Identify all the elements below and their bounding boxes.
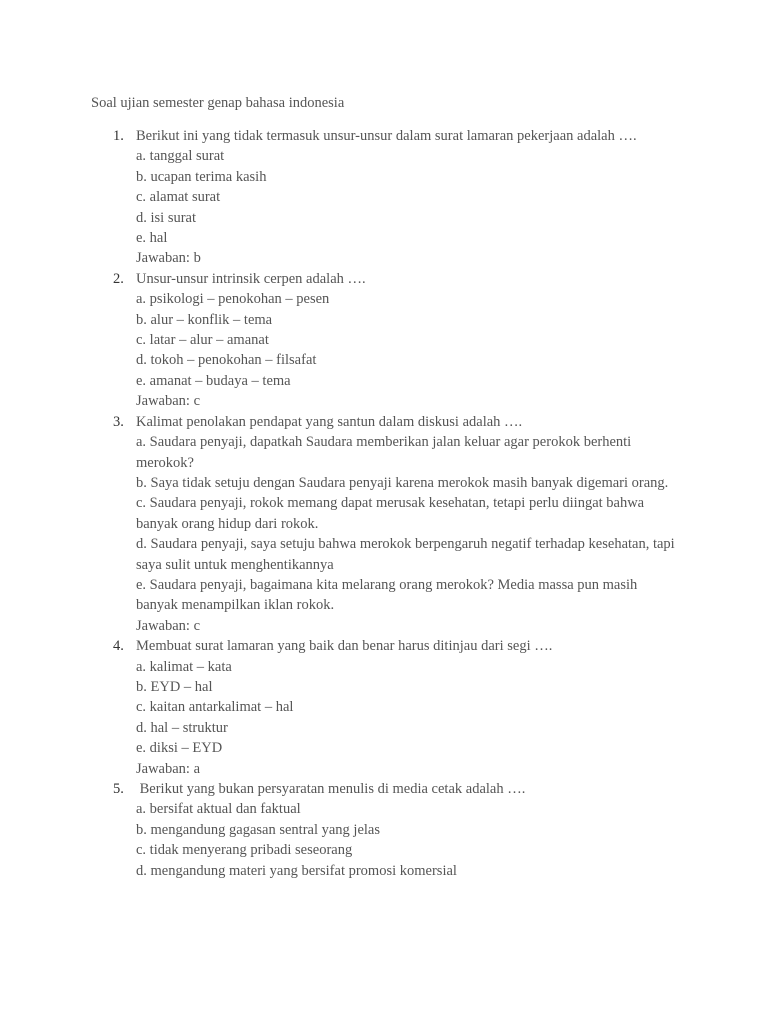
answer-key: Jawaban: c [136, 393, 201, 410]
answer-option: e. hal [136, 230, 168, 247]
answer-option: c. Saudara penyaji, rokok memang dapat merusak kesehatan, tetapi perlu diingat bahwa banyak orang hidup dari rokok. [136, 495, 645, 532]
question-text: Kalimat penolakan pendapat yang santun dalam diskusi adalah …. [136, 413, 523, 430]
answer-option: b. EYD – hal [136, 678, 213, 695]
question-text: Berikut yang bukan persyaratan menulis di media cetak adalah …. [136, 781, 526, 797]
answer-option: c. latar – alur – amanat [136, 332, 269, 349]
question-item [0, 126, 676, 269]
answer-option: a. bersifat aktual dan faktual [136, 801, 301, 818]
question-number: 1. [113, 128, 124, 144]
document-title: Soal ujian semester genap bahasa indonesia [91, 95, 345, 111]
answer-option: d. isi surat [136, 209, 197, 226]
question-number: 4. [113, 638, 124, 655]
answer-key: Jawaban: c [136, 617, 201, 634]
answer-option: d. tokoh – penokohan – filsafat [136, 352, 317, 369]
question-item [0, 269, 676, 412]
answer-option: a. Saudara penyaji, dapatkah Saudara memberikan jalan keluar agar perokok berhenti merokok? [136, 434, 632, 471]
answer-key: Jawaban: a [136, 760, 201, 777]
question-list [0, 126, 768, 881]
answer-option: e. amanat – budaya – tema [136, 372, 291, 389]
answer-option: a. psikologi – penokohan – pesen [136, 291, 330, 308]
answer-option: c. tidak menyerang pribadi seseorang [136, 842, 353, 859]
question-item [0, 412, 676, 636]
question-item [0, 636, 676, 779]
question-text: Unsur-unsur intrinsik cerpen adalah …. [136, 270, 366, 287]
question-number: 5. [113, 781, 124, 797]
answer-option: d. Saudara penyaji, saya setuju bahwa merokok berpengaruh negatif terhadap kesehatan, tapi saya sulit untuk menghentikannya [136, 536, 675, 573]
question-number: 2. [113, 270, 124, 287]
answer-option: d. mengandung materi yang bersifat promosi komersial [136, 862, 457, 879]
answer-option: c. alamat surat [136, 189, 221, 206]
answer-option: e. Saudara penyaji, bagaimana kita melarang orang merokok? Media massa pun masih banyak menampilkan iklan rokok. [136, 576, 638, 614]
answer-option: d. hal – struktur [136, 719, 228, 736]
answer-option: b. alur – konflik – tema [136, 311, 273, 328]
answer-option: a. tanggal surat [136, 148, 225, 165]
answer-key: Jawaban: b [136, 250, 201, 267]
answer-option: b. Saya tidak setuju dengan Saudara penyaji karena merokok masih banyak digemari orang. [136, 474, 669, 491]
question-text: Membuat surat lamaran yang baik dan benar harus ditinjau dari segi …. [136, 638, 553, 655]
answer-option: a. kalimat – kata [136, 658, 232, 675]
question-text: Berikut ini yang tidak termasuk unsur-unsur dalam surat lamaran pekerjaan adalah …. [136, 128, 637, 144]
answer-option: b. mengandung gagasan sentral yang jelas [136, 821, 381, 838]
answer-option: b. ucapan terima kasih [136, 168, 267, 185]
answer-option: e. diksi – EYD [136, 740, 223, 757]
question-number: 3. [113, 413, 124, 430]
question-item [0, 779, 676, 881]
answer-option: c. kaitan antarkalimat – hal [136, 699, 294, 716]
